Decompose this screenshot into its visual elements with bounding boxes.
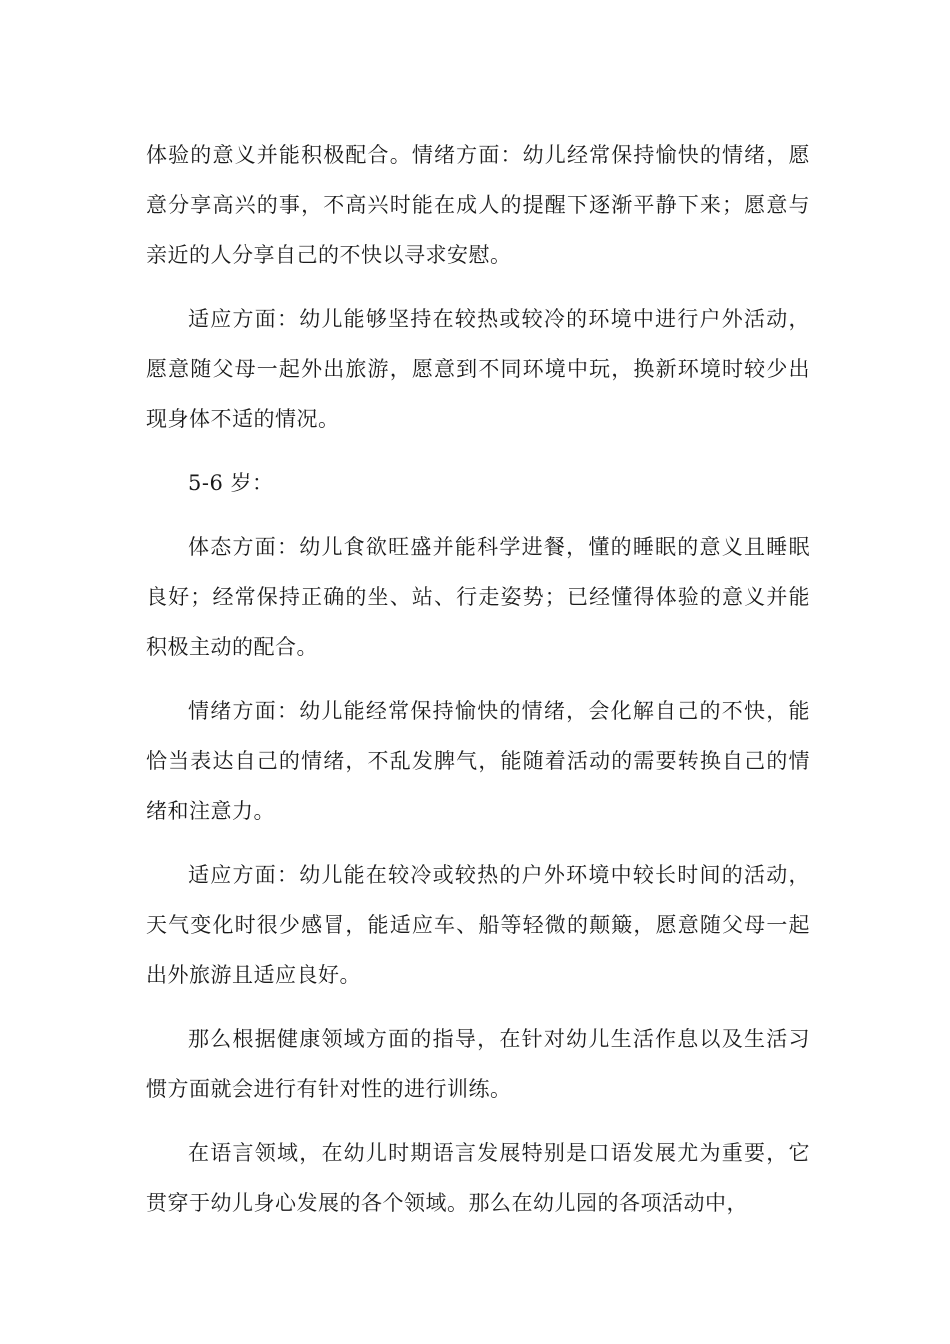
paragraph-emotion-continued: 体验的意义并能积极配合。情绪方面：幼儿经常保持愉快的情绪，愿意分享高兴的事，不高兴时能在成人的提醒下逐渐平静下来；愿意与亲近的人分享自己的不快以寻求安慰。 xyxy=(146,143,810,267)
document-body xyxy=(146,130,810,1228)
paragraph-adaptation-4-5: 适应方面：幼儿能够坚持在较热或较冷的环境中进行户外活动，愿意随父母一起外出旅游，愿意到不同环境中玩，换新环境时较少出现身体不适的情况。 xyxy=(146,307,810,431)
paragraph-posture-5-6: 体态方面：幼儿食欲旺盛并能科学进餐，懂的睡眠的意义且睡眠良好；经常保持正确的坐、站、行走姿势；已经懂得体验的意义并能积极主动的配合。 xyxy=(146,535,810,659)
paragraph-health-guidance: 那么根据健康领域方面的指导，在针对幼儿生活作息以及生活习惯方面就会进行有针对性的进行训练。 xyxy=(146,1027,810,1101)
paragraph-language-domain: 在语言领域，在幼儿时期语言发展特别是口语发展尤为重要，它贯穿于幼儿身心发展的各个领域。那么在幼儿园的各项活动中， xyxy=(146,1141,810,1215)
paragraph-adaptation-5-6: 适应方面：幼儿能在较冷或较热的户外环境中较长时间的活动，天气变化时很少感冒，能适应车、船等轻微的颠簸，愿意随父母一起出外旅游且适应良好。 xyxy=(146,863,810,987)
paragraph-emotion-5-6: 情绪方面：幼儿能经常保持愉快的情绪，会化解自己的不快，能恰当表达自己的情绪，不乱发脾气，能随着活动的需要转换自己的情绪和注意力。 xyxy=(146,699,810,823)
age-heading-5-6: 5-6 岁： xyxy=(188,471,274,495)
